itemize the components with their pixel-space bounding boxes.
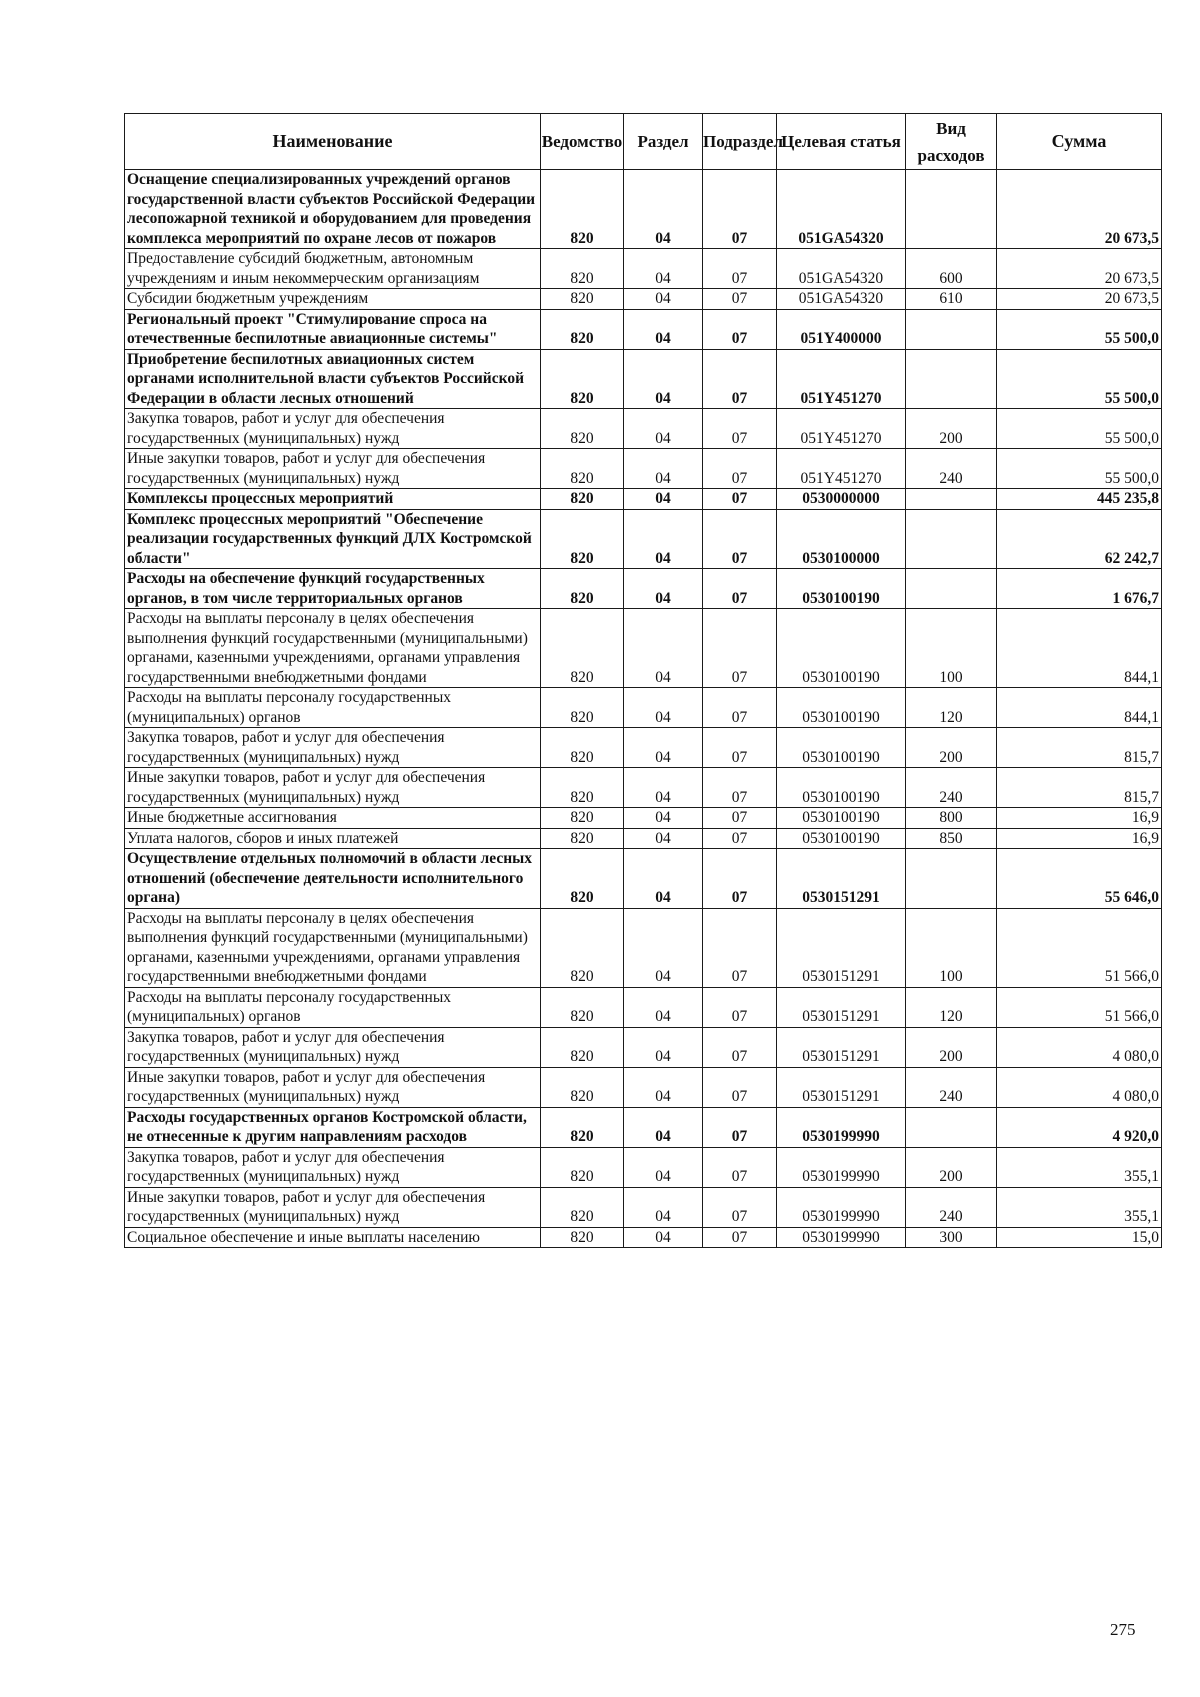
table-row [125,509,1162,569]
row-dept: 820 [541,1147,624,1187]
table-row [125,609,1162,688]
row-section: 04 [624,609,703,688]
row-target: 0530100190 [777,609,906,688]
row-dept: 820 [541,1187,624,1227]
page-number: 275 [1110,1620,1136,1639]
row-dept: 820 [541,349,624,409]
table-row [125,409,1162,449]
row-sum: 51 566,0 [997,908,1162,987]
row-name: Закупка товаров, работ и услуг для обеспечения государственных (муниципальных) нужд [125,728,541,768]
row-target: 0530199990 [777,1147,906,1187]
row-subsection: 07 [703,449,777,489]
row-sum: 815,7 [997,768,1162,808]
row-subsection: 07 [703,908,777,987]
row-subsection: 07 [703,728,777,768]
row-target: 051Y451270 [777,409,906,449]
row-sum: 844,1 [997,688,1162,728]
row-name: Закупка товаров, работ и услуг для обеспечения государственных (муниципальных) нужд [125,409,541,449]
table-row [125,569,1162,609]
row-kind: 200 [906,1147,997,1187]
row-dept: 820 [541,768,624,808]
table-row [125,1147,1162,1187]
row-dept: 820 [541,1227,624,1248]
row-section: 04 [624,1027,703,1067]
row-target: 0530199990 [777,1227,906,1248]
row-sum: 20 673,5 [997,249,1162,289]
row-kind: 240 [906,1067,997,1107]
row-dept: 820 [541,728,624,768]
row-sum: 55 500,0 [997,409,1162,449]
row-dept: 820 [541,170,624,249]
row-section: 04 [624,349,703,409]
table-row [125,1227,1162,1248]
row-name: Оснащение специализированных учреждений органов государственной власти субъектов Российской Федерации лесопожарной техникой и оборудованием для проведения комплекса мероприятий по охране лесов от пожаров [125,170,541,249]
row-section: 04 [624,509,703,569]
row-sum: 445 235,8 [997,489,1162,510]
row-section: 04 [624,688,703,728]
row-subsection: 07 [703,987,777,1027]
row-kind [906,1107,997,1147]
row-sum: 4 080,0 [997,1027,1162,1067]
row-section: 04 [624,569,703,609]
row-subsection: 07 [703,1147,777,1187]
row-target: 0530100190 [777,768,906,808]
row-sum: 815,7 [997,728,1162,768]
row-sum: 62 242,7 [997,509,1162,569]
row-subsection: 07 [703,688,777,728]
table-row [125,1107,1162,1147]
row-name: Региональный проект "Стимулирование спроса на отечественные беспилотные авиационные системы" [125,309,541,349]
row-kind: 200 [906,728,997,768]
row-dept: 820 [541,828,624,849]
row-section: 04 [624,1067,703,1107]
row-sum: 20 673,5 [997,170,1162,249]
row-subsection: 07 [703,349,777,409]
row-dept: 820 [541,409,624,449]
row-name: Закупка товаров, работ и услуг для обеспечения государственных (муниципальных) нужд [125,1027,541,1067]
row-kind: 240 [906,1187,997,1227]
row-section: 04 [624,289,703,310]
row-kind: 120 [906,688,997,728]
table-row [125,768,1162,808]
row-subsection: 07 [703,849,777,909]
row-section: 04 [624,170,703,249]
row-name: Комплексы процессных мероприятий [125,489,541,510]
row-target: 0530100190 [777,688,906,728]
header-sum: Сумма [997,114,1162,170]
row-subsection: 07 [703,170,777,249]
row-kind: 200 [906,409,997,449]
row-kind: 240 [906,449,997,489]
table-row [125,1027,1162,1067]
row-kind: 120 [906,987,997,1027]
table-row [125,728,1162,768]
table-row [125,249,1162,289]
row-name: Иные закупки товаров, работ и услуг для обеспечения государственных (муниципальных) нужд [125,449,541,489]
row-subsection: 07 [703,808,777,829]
row-name: Приобретение беспилотных авиационных систем органами исполнительной власти субъектов Российской Федерации в области лесных отношений [125,349,541,409]
table-row [125,849,1162,909]
table-row [125,349,1162,409]
row-subsection: 07 [703,828,777,849]
row-name: Иные бюджетные ассигнования [125,808,541,829]
budget-table [124,113,1162,1248]
row-section: 04 [624,808,703,829]
row-sum: 355,1 [997,1147,1162,1187]
row-dept: 820 [541,1107,624,1147]
row-name: Предоставление субсидий бюджетным, автономным учреждениям и иным некоммерческим организациям [125,249,541,289]
row-kind: 200 [906,1027,997,1067]
table-row [125,309,1162,349]
row-target: 051Y400000 [777,309,906,349]
row-subsection: 07 [703,1227,777,1248]
row-dept: 820 [541,489,624,510]
row-dept: 820 [541,1027,624,1067]
row-subsection: 07 [703,609,777,688]
table-header-row [125,114,1162,170]
row-kind: 100 [906,609,997,688]
row-section: 04 [624,1187,703,1227]
row-target: 0530100190 [777,569,906,609]
table-row [125,170,1162,249]
table-row [125,908,1162,987]
row-name: Расходы на выплаты персоналу в целях обеспечения выполнения функций государственными (муниципальными) органами, казенными учреждениями, органами управления государственными внебюджетными фондами [125,609,541,688]
row-kind: 800 [906,808,997,829]
row-dept: 820 [541,289,624,310]
row-name: Закупка товаров, работ и услуг для обеспечения государственных (муниципальных) нужд [125,1147,541,1187]
row-target: 0530151291 [777,1067,906,1107]
row-target: 051GA54320 [777,170,906,249]
table-row [125,1067,1162,1107]
row-name: Расходы на выплаты персоналу в целях обеспечения выполнения функций государственными (муниципальными) органами, казенными учреждениями, органами управления государственными внебюджетными фондами [125,908,541,987]
row-section: 04 [624,908,703,987]
row-sum: 1 676,7 [997,569,1162,609]
row-dept: 820 [541,309,624,349]
row-dept: 820 [541,987,624,1027]
row-dept: 820 [541,1067,624,1107]
row-sum: 55 500,0 [997,309,1162,349]
row-kind [906,509,997,569]
row-sum: 55 500,0 [997,349,1162,409]
row-target: 0530100000 [777,509,906,569]
row-section: 04 [624,1107,703,1147]
row-target: 0530151291 [777,908,906,987]
row-kind: 240 [906,768,997,808]
row-name: Иные закупки товаров, работ и услуг для обеспечения государственных (муниципальных) нужд [125,768,541,808]
row-sum: 55 500,0 [997,449,1162,489]
row-sum: 16,9 [997,828,1162,849]
row-kind [906,349,997,409]
header-subsection: Подраздел [703,114,777,170]
row-dept: 820 [541,509,624,569]
row-sum: 51 566,0 [997,987,1162,1027]
row-subsection: 07 [703,768,777,808]
header-target: Целевая статья [777,114,906,170]
row-kind [906,309,997,349]
row-section: 04 [624,849,703,909]
header-section: Раздел [624,114,703,170]
row-subsection: 07 [703,1187,777,1227]
row-section: 04 [624,249,703,289]
row-section: 04 [624,768,703,808]
row-name: Расходы на выплаты персоналу государственных (муниципальных) органов [125,987,541,1027]
row-target: 051GA54320 [777,249,906,289]
row-target: 051GA54320 [777,289,906,310]
row-sum: 55 646,0 [997,849,1162,909]
row-target: 051Y451270 [777,449,906,489]
row-subsection: 07 [703,509,777,569]
row-kind: 600 [906,249,997,289]
row-subsection: 07 [703,409,777,449]
row-kind: 850 [906,828,997,849]
row-subsection: 07 [703,1027,777,1067]
table-row [125,1187,1162,1227]
table-row [125,828,1162,849]
row-section: 04 [624,828,703,849]
row-section: 04 [624,409,703,449]
row-name: Расходы на обеспечение функций государственных органов, в том числе территориальных органов [125,569,541,609]
row-subsection: 07 [703,1067,777,1107]
row-name: Социальное обеспечение и иные выплаты населению [125,1227,541,1248]
row-subsection: 07 [703,309,777,349]
row-section: 04 [624,489,703,510]
row-section: 04 [624,309,703,349]
row-sum: 4 080,0 [997,1067,1162,1107]
row-target: 0530100190 [777,828,906,849]
row-subsection: 07 [703,1107,777,1147]
row-kind: 100 [906,908,997,987]
row-dept: 820 [541,688,624,728]
row-kind [906,170,997,249]
row-subsection: 07 [703,489,777,510]
row-target: 0530100190 [777,808,906,829]
row-subsection: 07 [703,569,777,609]
row-name: Расходы на выплаты персоналу государственных (муниципальных) органов [125,688,541,728]
table-row [125,289,1162,310]
table-row [125,489,1162,510]
row-target: 0530151291 [777,987,906,1027]
row-dept: 820 [541,249,624,289]
row-name: Уплата налогов, сборов и иных платежей [125,828,541,849]
row-sum: 20 673,5 [997,289,1162,310]
table-row [125,987,1162,1027]
row-subsection: 07 [703,249,777,289]
row-kind: 300 [906,1227,997,1248]
row-dept: 820 [541,449,624,489]
row-section: 04 [624,987,703,1027]
row-kind: 610 [906,289,997,310]
row-kind [906,569,997,609]
row-sum: 4 920,0 [997,1107,1162,1147]
row-section: 04 [624,449,703,489]
table-row [125,449,1162,489]
row-section: 04 [624,1227,703,1248]
row-dept: 820 [541,569,624,609]
row-dept: 820 [541,908,624,987]
row-kind [906,849,997,909]
row-sum: 16,9 [997,808,1162,829]
row-name: Комплекс процессных мероприятий "Обеспечение реализации государственных функций ДЛХ Костромской области" [125,509,541,569]
row-section: 04 [624,1147,703,1187]
row-name: Иные закупки товаров, работ и услуг для обеспечения государственных (муниципальных) нужд [125,1187,541,1227]
row-target: 0530199990 [777,1107,906,1147]
row-target: 0530199990 [777,1187,906,1227]
row-name: Субсидии бюджетным учреждениям [125,289,541,310]
row-sum: 355,1 [997,1187,1162,1227]
row-sum: 15,0 [997,1227,1162,1248]
row-target: 0530000000 [777,489,906,510]
row-subsection: 07 [703,289,777,310]
row-dept: 820 [541,609,624,688]
table-body [125,170,1162,1248]
row-sum: 844,1 [997,609,1162,688]
table-row [125,688,1162,728]
header-kind: Вид расходов [906,114,997,170]
row-dept: 820 [541,808,624,829]
row-name: Осуществление отдельных полномочий в области лесных отношений (обеспечение деятельности исполнительного органа) [125,849,541,909]
row-section: 04 [624,728,703,768]
row-name: Иные закупки товаров, работ и услуг для обеспечения государственных (муниципальных) нужд [125,1067,541,1107]
row-kind [906,489,997,510]
row-target: 051Y451270 [777,349,906,409]
table-row [125,808,1162,829]
row-target: 0530100190 [777,728,906,768]
header-dept: Ведомство [541,114,624,170]
header-name: Наименование [125,114,541,170]
row-target: 0530151291 [777,849,906,909]
row-target: 0530151291 [777,1027,906,1067]
row-name: Расходы государственных органов Костромской области, не отнесенные к другим направлениям расходов [125,1107,541,1147]
row-dept: 820 [541,849,624,909]
